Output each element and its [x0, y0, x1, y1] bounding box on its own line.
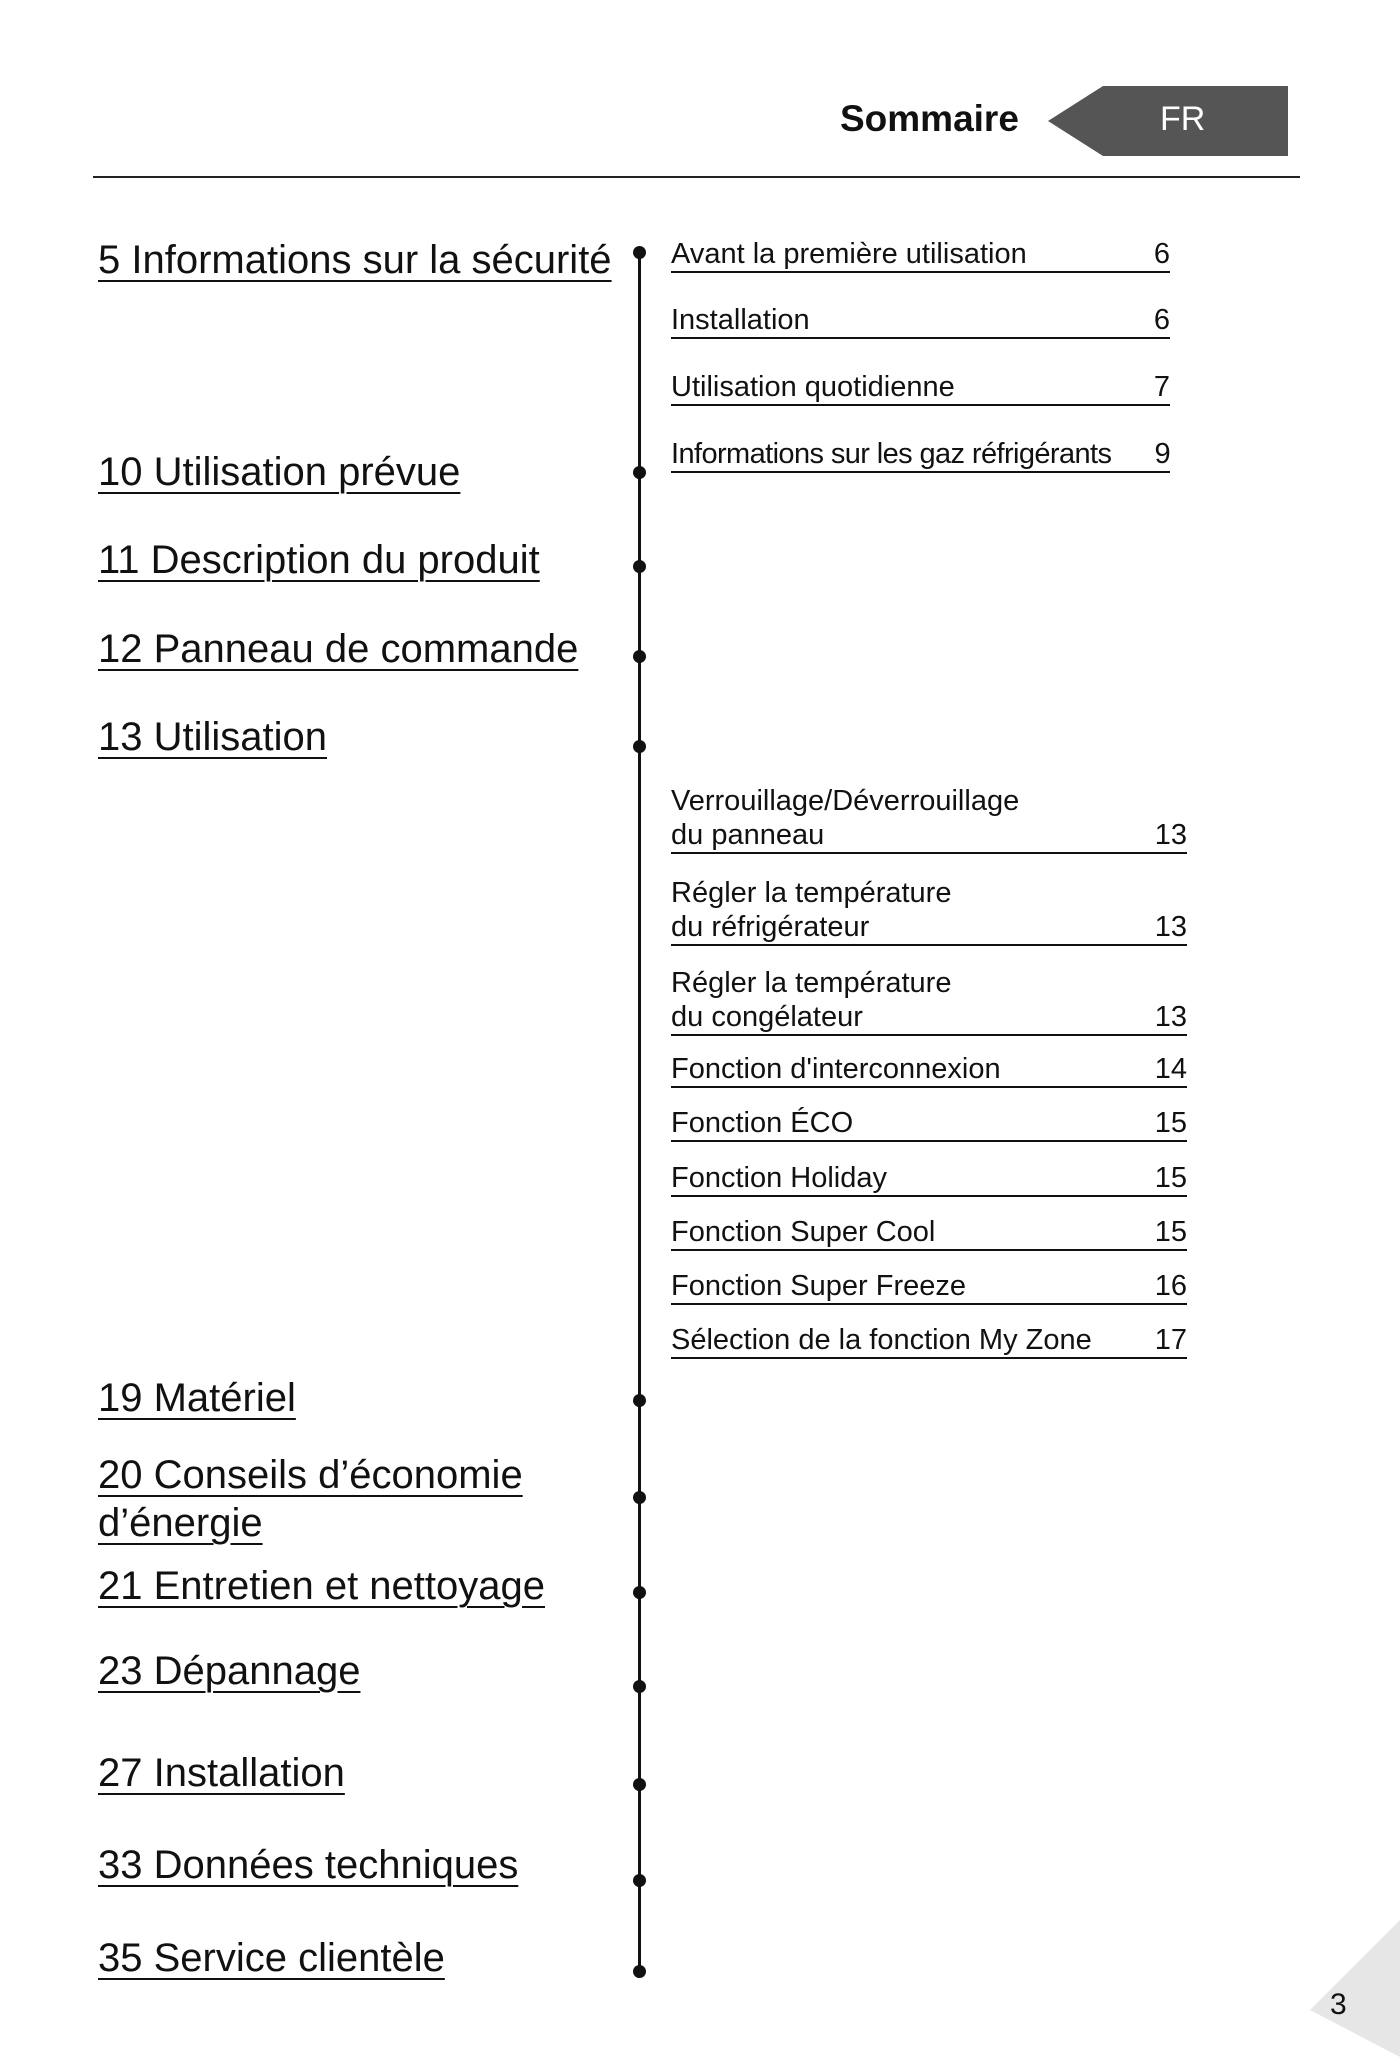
- toc-subsection[interactable]: [671, 784, 1187, 854]
- toc-subsection[interactable]: [671, 237, 1170, 273]
- subsection-label-line1: Régler la température: [671, 877, 952, 909]
- timeline-dot: [633, 1394, 646, 1407]
- toc-subsection[interactable]: [671, 1106, 1187, 1142]
- language-label: FR: [1160, 100, 1206, 138]
- subsection-page: 7: [1153, 371, 1170, 403]
- timeline-dot: [633, 650, 646, 663]
- toc-subsection[interactable]: [671, 1269, 1187, 1305]
- toc-subsection[interactable]: [671, 370, 1170, 406]
- toc-section-safety[interactable]: 5 Informations sur la sécurité: [98, 238, 612, 282]
- timeline-dot: [633, 1965, 646, 1978]
- subsection-label-line1: Régler la température: [671, 967, 952, 999]
- page-title: Sommaire: [840, 98, 1019, 139]
- toc-section-energy-tips[interactable]: 20 Conseils d’économie d’énergie: [98, 1453, 523, 1545]
- subsection-page: 13: [1154, 819, 1187, 851]
- toc-section-equipment[interactable]: 19 Matériel: [98, 1376, 296, 1420]
- subsection-page: 14: [1154, 1053, 1187, 1085]
- subsection-label: Fonction Holiday: [671, 1162, 887, 1194]
- toc-subsection[interactable]: [671, 1161, 1187, 1197]
- toc-subsection[interactable]: [671, 303, 1170, 339]
- toc-subsection[interactable]: [671, 1052, 1187, 1088]
- subsection-page: 17: [1154, 1324, 1187, 1356]
- timeline-dot: [633, 1680, 646, 1693]
- subsection-label: Fonction Super Freeze: [671, 1270, 966, 1302]
- subsection-page: 9: [1154, 438, 1170, 470]
- toc-subsection[interactable]: [671, 876, 1187, 946]
- timeline-dot: [633, 246, 646, 259]
- toc-subsection[interactable]: [671, 1323, 1187, 1359]
- subsection-label: Avant la première utilisation: [671, 238, 1027, 270]
- timeline-dot: [633, 1491, 646, 1504]
- toc-timeline: [638, 250, 641, 1970]
- toc-section-intended-use[interactable]: 10 Utilisation prévue: [98, 450, 461, 494]
- toc-subsection[interactable]: [671, 437, 1170, 473]
- subsection-label: Installation: [671, 304, 810, 336]
- toc-section-technical-data[interactable]: 33 Données techniques: [98, 1843, 519, 1887]
- timeline-dot: [633, 1778, 646, 1791]
- subsection-page: 15: [1154, 1162, 1187, 1194]
- page-number: 3: [1330, 1988, 1347, 2021]
- subsection-label: Fonction d'interconnexion: [671, 1053, 1001, 1085]
- subsection-page: 15: [1154, 1216, 1187, 1248]
- toc-section-control-panel[interactable]: 12 Panneau de commande: [98, 627, 579, 671]
- timeline-dot: [633, 1586, 646, 1599]
- timeline-dot: [633, 740, 646, 753]
- toc-section-usage[interactable]: 13 Utilisation: [98, 715, 328, 759]
- subsection-page: 13: [1154, 911, 1187, 943]
- subsection-label: Fonction ÉCO: [671, 1107, 854, 1139]
- timeline-dot: [633, 560, 646, 573]
- subsection-label: Sélection de la fonction My Zone: [671, 1324, 1092, 1356]
- subsection-page: 15: [1154, 1107, 1187, 1139]
- toc-section-product-description[interactable]: 11 Description du produit: [98, 538, 540, 582]
- subsection-label-line2: du réfrigérateur: [671, 911, 870, 943]
- subsection-page: 6: [1153, 304, 1170, 336]
- subsection-label: Fonction Super Cool: [671, 1216, 936, 1248]
- subsection-page: 13: [1154, 1001, 1187, 1033]
- page-corner-triangle: [1310, 1920, 1400, 2057]
- subsection-label-line1: Verrouillage/Déverrouillage: [671, 785, 1020, 817]
- toc-subsection[interactable]: [671, 966, 1187, 1036]
- toc-section-maintenance[interactable]: 21 Entretien et nettoyage: [98, 1564, 545, 1608]
- toc-subsection[interactable]: [671, 1215, 1187, 1251]
- toc-section-troubleshooting[interactable]: 23 Dépannage: [98, 1649, 361, 1693]
- subsection-page: 6: [1153, 238, 1170, 270]
- timeline-dot: [633, 1874, 646, 1887]
- timeline-dot: [633, 466, 646, 479]
- header-divider: [93, 176, 1300, 178]
- toc-section-installation[interactable]: 27 Installation: [98, 1751, 345, 1795]
- subsection-page: 16: [1154, 1270, 1187, 1302]
- subsection-label: Informations sur les gaz réfrigérants: [671, 438, 1112, 470]
- subsection-label-line2: du congélateur: [671, 1001, 863, 1033]
- subsection-label: Utilisation quotidienne: [671, 371, 955, 403]
- toc-section-customer-service[interactable]: 35 Service clientèle: [98, 1936, 445, 1980]
- subsection-label-line2: du panneau: [671, 819, 825, 851]
